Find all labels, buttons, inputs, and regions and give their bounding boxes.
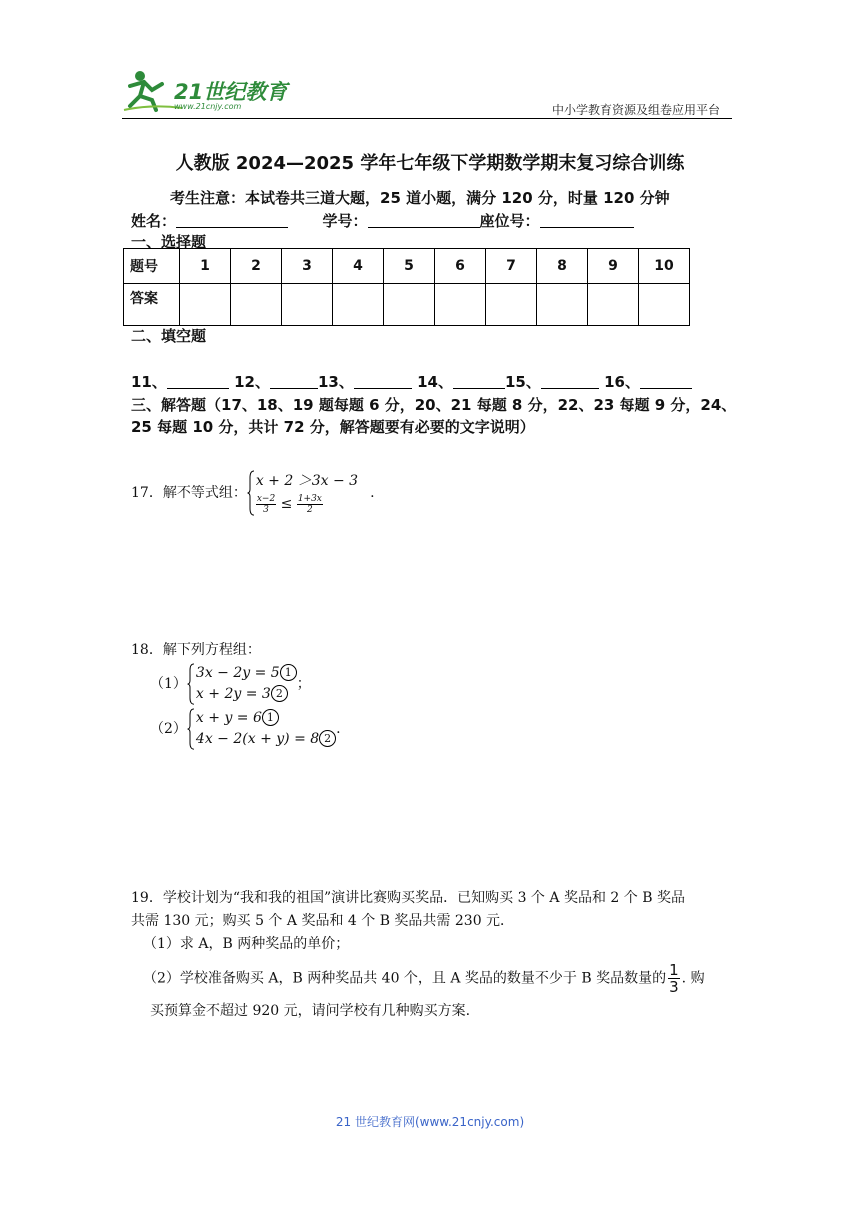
name-blank[interactable]: [176, 213, 288, 228]
circled-number: 1: [262, 709, 279, 726]
q19-line2: 共需 130 元；购买 5 个 A 奖品和 4 个 B 奖品共需 230 元．: [131, 913, 515, 929]
name-label: 姓名：: [131, 212, 177, 230]
circled-number: 2: [319, 730, 336, 747]
q18-p1-label: （1）: [150, 676, 187, 692]
section1-heading: 一、选择题: [131, 233, 207, 251]
q19-part2-text-b: . 购: [681, 970, 705, 987]
q17-le: ≤: [280, 496, 293, 512]
question-number: 3: [282, 249, 333, 284]
table-row-numbers: [124, 249, 690, 284]
question-17: [131, 470, 375, 516]
q18-prefix: 18．解下列方程组：: [131, 642, 261, 658]
section2-heading: 二、填空题: [131, 327, 207, 345]
answer-cell[interactable]: [435, 284, 486, 326]
row-label-answer: 答案: [124, 284, 180, 326]
answer-cell[interactable]: [384, 284, 435, 326]
answer-table: [123, 248, 690, 326]
fill-blank[interactable]: [270, 374, 318, 389]
answer-cell[interactable]: [537, 284, 588, 326]
q19-part2-text: （2）学校准备购买 A，B 两种奖品共 40 个，且 A 奖品的数量不少于 B 奖品数量的: [143, 970, 667, 987]
q18-p2-eq1: x + y = 6: [195, 710, 262, 726]
question-number: 6: [435, 249, 486, 284]
q18-p1-suffix: ；: [296, 676, 311, 692]
fill-blank[interactable]: [640, 374, 692, 389]
logo-text: 21世纪教育: [174, 80, 288, 104]
q19-part1: （1）求 A，B 两种奖品的单价；: [143, 936, 350, 952]
blank-label-12: 12、: [234, 373, 270, 391]
q17-line1: x + 2 ＞3x − 3: [255, 473, 359, 489]
answer-cell[interactable]: [231, 284, 282, 326]
answer-cell[interactable]: [639, 284, 690, 326]
fill-in-blanks: [131, 371, 692, 392]
question-number: 4: [333, 249, 384, 284]
section3-heading: 三、解答题（17、18、19 题每题 6 分，20、21 每题 8 分，22、23 每题 9 分，24、: [131, 396, 737, 414]
blank-label-13: 13、: [317, 373, 354, 391]
footer-link[interactable]: 21 世纪教育网(www.21cnjy.com): [335, 1115, 525, 1129]
exam-notice: 考生注意：本试卷共三道大题，25 道小题，满分 120 分，时量 120 分钟: [170, 189, 670, 207]
question-number: 10: [639, 249, 690, 284]
q17-frac1-den: 3: [263, 504, 269, 515]
q19-part2: [143, 962, 705, 995]
student-info: [131, 210, 634, 231]
answer-cell[interactable]: [333, 284, 384, 326]
question-number: 2: [231, 249, 282, 284]
seat-blank[interactable]: [540, 213, 634, 228]
q17-prefix: 17．解不等式组：: [131, 485, 247, 501]
circled-number: 2: [271, 685, 288, 702]
q18-p2-eq2: 4x − 2(x + y) = 8: [195, 731, 320, 747]
q18-p2-suffix: .: [336, 721, 341, 737]
left-brace-icon: [187, 708, 195, 750]
section3-heading-cont: 25 每题 10 分，共计 72 分，解答题要有必要的文字说明）: [131, 418, 535, 436]
id-blank[interactable]: [368, 213, 480, 228]
blank-label-11: 11、: [131, 373, 167, 391]
blank-label-14: 14、: [417, 373, 453, 391]
q19-part2-line2: 买预算金不超过 920 元，请问学校有几种购买方案.: [150, 1003, 471, 1019]
q19-line1: 19．学校计划为“我和我的祖国”演讲比赛购买奖品．已知购买 3 个 A 奖品和 2 个 B 奖品: [131, 890, 685, 906]
id-label: 学号：: [322, 212, 368, 230]
q17-frac1-num: x−2: [256, 493, 276, 504]
answer-cell[interactable]: [282, 284, 333, 326]
question-number: 1: [180, 249, 231, 284]
blank-label-16: 16、: [604, 373, 640, 391]
question-18-part1: [150, 663, 311, 705]
question-number: 8: [537, 249, 588, 284]
question-number: 7: [486, 249, 537, 284]
site-logo: [122, 66, 292, 116]
row-label-number: 题号: [124, 249, 180, 284]
fill-blank[interactable]: [541, 374, 599, 389]
q17-frac2-num: 1+3x: [297, 493, 322, 504]
answer-cell[interactable]: [486, 284, 537, 326]
table-row-answers: [124, 284, 690, 326]
answer-cell[interactable]: [180, 284, 231, 326]
logo-subtext: www.21cnjy.com: [174, 102, 242, 111]
inequality-system: [247, 470, 358, 516]
header-divider: [122, 118, 732, 119]
platform-label: 中小学教育资源及组卷应用平台: [551, 103, 720, 117]
fill-blank[interactable]: [167, 374, 229, 389]
fill-blank[interactable]: [453, 374, 505, 389]
fill-blank[interactable]: [354, 374, 412, 389]
answer-cell[interactable]: [588, 284, 639, 326]
left-brace-icon: [187, 663, 195, 705]
equation-system-1: [187, 663, 297, 705]
q17-frac2-den: 2: [306, 504, 313, 515]
equation-system-2: [187, 708, 336, 750]
question-18-part2: [150, 708, 341, 750]
seat-label: 座位号：: [479, 212, 540, 230]
page-title: 人教版 2024—2025 学年七年级下学期数学期末复习综合训练: [175, 153, 685, 174]
q17-suffix: .: [370, 485, 375, 501]
q18-p1-eq2: x + 2y = 3: [195, 686, 271, 702]
q18-p1-eq1: 3x − 2y = 5: [195, 665, 280, 681]
q19-frac-num: 1: [669, 961, 679, 979]
left-brace-icon: [247, 470, 255, 516]
question-number: 5: [384, 249, 435, 284]
circled-number: 1: [280, 664, 297, 681]
blank-label-15: 15、: [504, 373, 541, 391]
q19-frac-den: 3: [669, 978, 679, 996]
q18-p2-label: （2）: [150, 721, 187, 737]
question-number: 9: [588, 249, 639, 284]
